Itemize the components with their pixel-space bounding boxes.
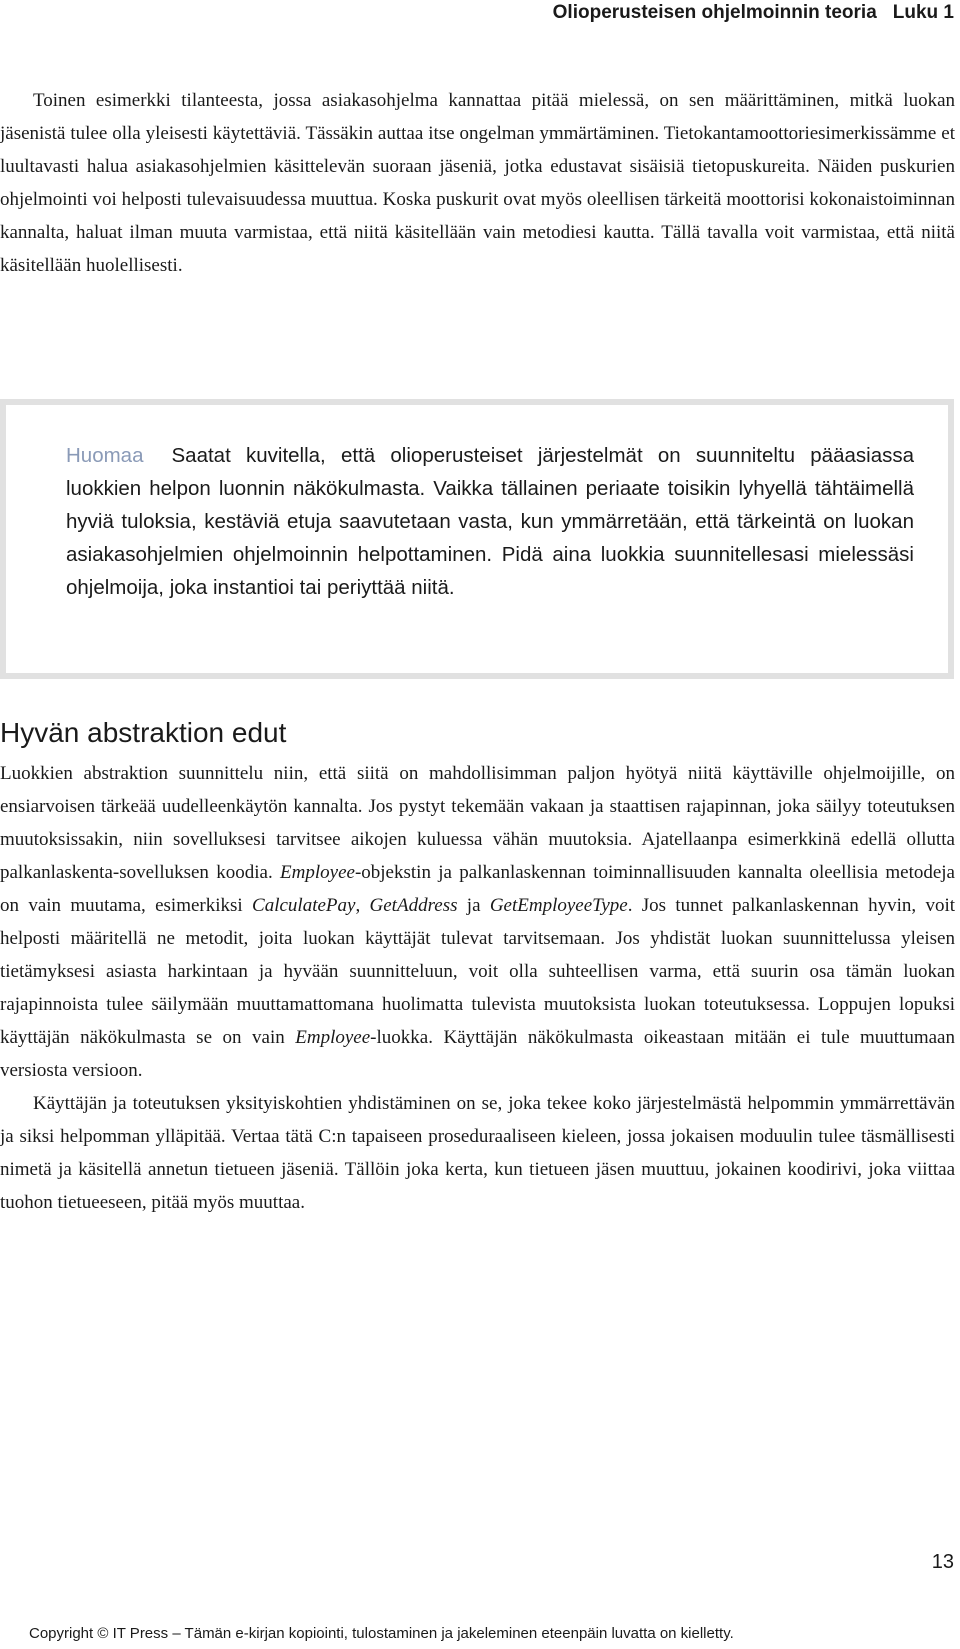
p1-text-3: , bbox=[355, 895, 370, 916]
page-number: 13 bbox=[931, 1551, 954, 1573]
book-title: Olioperusteisen ohjelmoinnin teoria bbox=[552, 2, 877, 23]
note-paragraph bbox=[66, 439, 914, 604]
section-heading: Hyvän abstraktion edut bbox=[0, 717, 287, 748]
note-box bbox=[0, 399, 954, 679]
p1-italic-calculatepay: CalculatePay bbox=[252, 895, 356, 916]
p1-text-1: Luokkien abstraktion suunnittelu niin, että siitä on mahdollisimman paljon hyötyä niitä käyttäville ohjelmoijille, on ensiarvoisen tärkeää uudelleenkäytön kannalta. Jos pystyt tekemään vakaan ja staattisen rajapinnan, joka säilyy toteutuksen muutoksissakin, niin sovelluksesi tarvitsee aikojen kuluessa vähän muutoksia. Ajatellaanpa esimerkkinä edellä ollutta palkanlaskenta-sovelluksen koodia. bbox=[0, 763, 955, 883]
intro-section bbox=[0, 84, 955, 282]
chapter-label: Luku 1 bbox=[892, 2, 954, 23]
p1-italic-getaddress: GetAddress bbox=[369, 895, 458, 916]
p1-text-5: . Jos tunnet palkanlaskennan hyvin, voit helposti määritellä ne metodit, joita luokan käyttäjät tulevat tarvitsemaan. Jos yhdistät luokan suunnittelussa yleisen tietämyksesi asiasta harkintaan ja hyvään suunnitteluun, voit olla suhteellisen varma, että suurin osa tämän luokan rajapinnoista tulee säilymään muuttamattomana huolimatta tulevista muutoksista luokan toteutuksessa. Loppujen lopuksi käyttäjän näkökulmasta se on vain bbox=[0, 895, 956, 1048]
copyright-footer: Copyright © IT Press – Tämän e-kirjan kopiointi, tulostaminen ja jakeleminen eteenpäin luvatta on kielletty. bbox=[29, 1625, 734, 1642]
p1-text-4: ja bbox=[457, 895, 490, 916]
section-paragraph-2: Käyttäjän ja toteutuksen yksityiskohtien yhdistäminen on se, joka tekee koko järjestelmästä helpommin ymmärrettävän ja siksi helpomman ylläpitää. Vertaa tätä C:n tapaiseen proseduraaliseen kieleen, jossa jokaisen moduulin tulee täsmällisesti nimetä ja käsitellä annetun tietueen jäseniä. Tällöin joka kerta, kun tietueen jäsen muuttuu, jokainen koodirivi, joka viittaa tuohon tietueeseen, pitää myös muuttaa. bbox=[0, 1093, 955, 1213]
p1-text-6: -luokka. Käyttäjän näkökulmasta oikeastaan mitään ei tule muuttumaan versiosta versioon. bbox=[0, 1027, 955, 1081]
p1-text-2: -objekstin ja palkanlaskennan toiminnallisuuden kannalta oleellisia metodeja on vain muutama, esimerkiksi bbox=[0, 862, 955, 916]
note-text: Saatat kuvitella, että olioperusteiset järjestelmät on suunniteltu pääasiassa luokkien helpon luonnin näkökulmasta. Vaikka tällainen periaate toisikin lyhyellä tähtäimellä hyviä tuloksia, kestäviä etuja saavutetaan vasta, kun ymmärretään, että tärkeintä on luokan asiakasohjelmien ohjelmoinnin helpottaminen. Pidä aina luokkia suunnitellesasi mielessäsi ohjelmoija, joka instantioi tai periyttää niitä. bbox=[66, 444, 914, 599]
section-paragraph-1 bbox=[0, 757, 955, 1087]
p1-italic-employee-2: Employee bbox=[295, 1027, 371, 1048]
p1-italic-getemployeetype: GetEmployeeType bbox=[489, 895, 628, 916]
p1-italic-employee: Employee bbox=[280, 862, 355, 883]
note-label: Huomaa bbox=[66, 444, 144, 467]
intro-paragraph: Toinen esimerkki tilanteesta, jossa asiakasohjelma kannattaa pitää mielessä, on sen määrittäminen, mitkä luokan jäsenistä tulee olla yleisesti käytettäviä. Tässäkin auttaa itse ongelman ymmärtäminen. Tietokantamoottoriesimerkissämme et luultavasti halua asiakasohjelmien käsittelevän suoraan jäseniä, jotka edustavat sisäisiä tietopuskureita. Näiden puskurien ohjelmointi voi helposti tulevaisuudessa muuttua. Koska puskurit ovat myös oleellisen tärkeitä moottorisi kokonaistoiminnan kannalta, haluat ilman muuta varmistaa, että niitä käsitellään vain metodiesi kautta. Tällä tavalla voit varmistaa, että niitä käsitellään huolellisesti. bbox=[0, 90, 955, 276]
running-head bbox=[0, 0, 960, 26]
section-body bbox=[0, 757, 955, 1219]
